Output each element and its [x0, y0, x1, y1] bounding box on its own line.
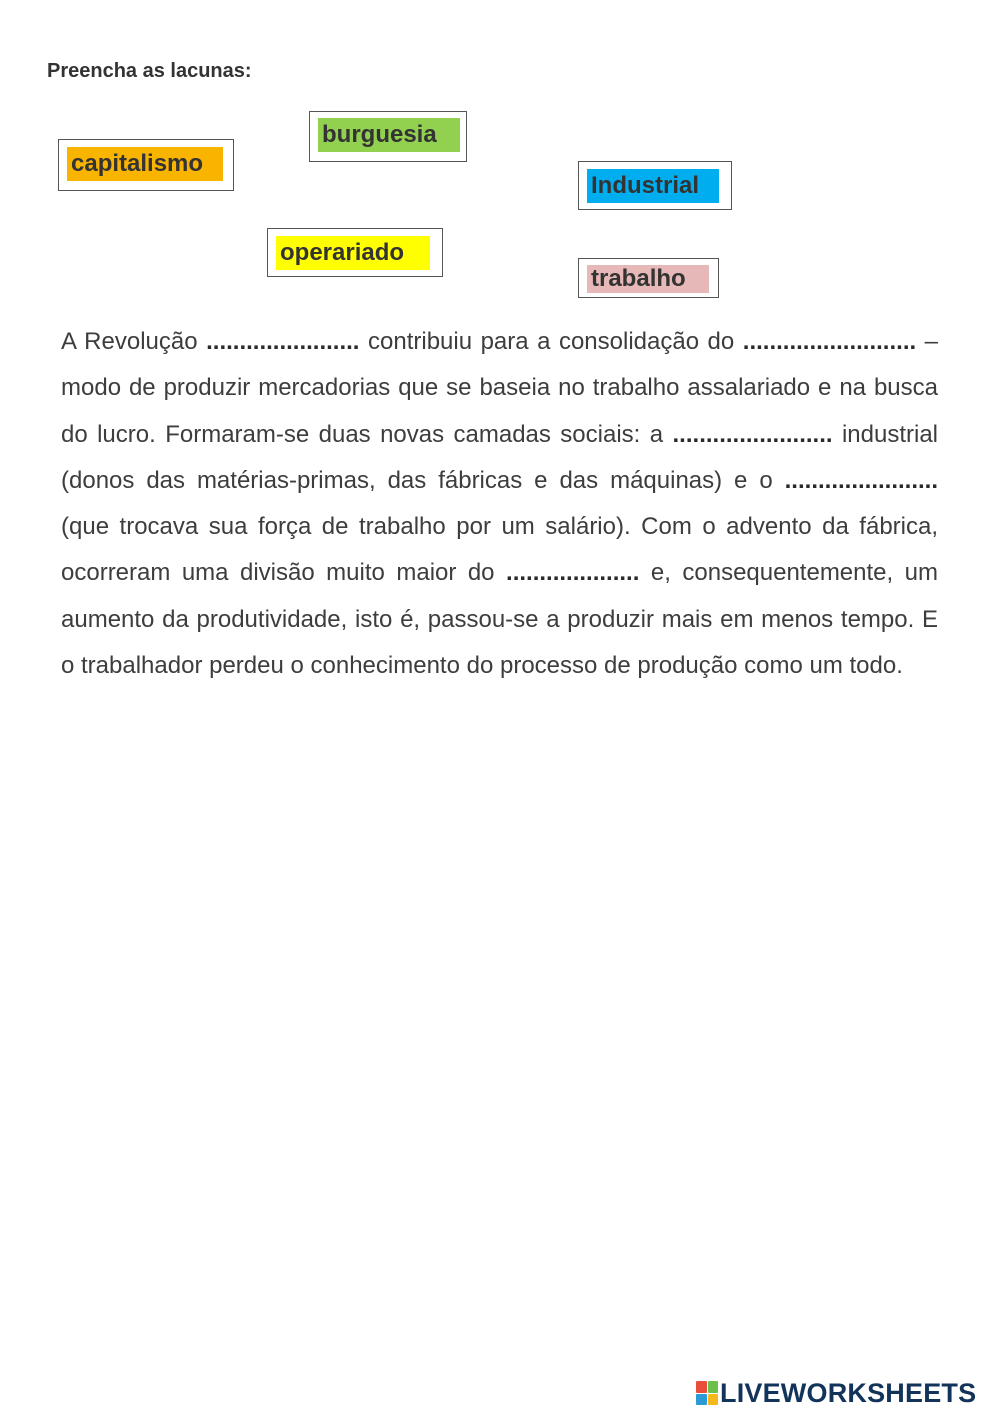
- passage-text: – modo de produzir mercadorias que se baseia no trabalho assalariado e na busca do lucro. Formaram-se duas novas camadas sociais: a: [61, 328, 939, 448]
- word-chip-operariado[interactable]: operariado: [276, 236, 430, 270]
- word-card-operariado[interactable]: [267, 228, 443, 277]
- blank-3[interactable]: ........................: [672, 420, 833, 448]
- liveworksheets-logo-icon: [696, 1381, 718, 1405]
- blank-2[interactable]: ..........................: [742, 328, 917, 355]
- word-chip-capitalismo[interactable]: capitalismo: [67, 147, 223, 181]
- logo-square: [708, 1394, 719, 1406]
- logo-text: LIVEWORKSHEETS: [720, 1377, 977, 1408]
- word-card-trabalho[interactable]: [578, 258, 719, 298]
- passage-text: industrial (donos das matérias-primas, das fábricas e das máquinas) e o: [61, 420, 939, 494]
- word-chip-trabalho[interactable]: trabalho: [587, 265, 709, 293]
- liveworksheets-logo[interactable]: [696, 1378, 976, 1408]
- passage-text: contribuiu para a consolidação do: [368, 328, 735, 355]
- blank-5[interactable]: ....................: [506, 559, 640, 587]
- logo-square: [696, 1381, 707, 1393]
- word-chip-industrial[interactable]: Industrial: [587, 169, 719, 203]
- blank-1[interactable]: .......................: [206, 328, 360, 355]
- passage-text: e, consequentemente, um aumento da produtividade, isto é, passou-se a produzir mais em menos tempo. E o trabalhador perdeu o conhecimento do processo de produção como um todo.: [61, 559, 939, 680]
- word-card-capitalismo[interactable]: [58, 139, 234, 191]
- blank-4[interactable]: .......................: [784, 466, 939, 494]
- logo-square: [696, 1394, 707, 1406]
- word-card-industrial[interactable]: [578, 161, 732, 210]
- passage-text: A Revolução: [61, 328, 198, 355]
- word-chip-burguesia[interactable]: burguesia: [318, 118, 460, 152]
- fill-in-passage: [61, 319, 938, 689]
- word-card-burguesia[interactable]: [309, 111, 467, 162]
- instruction-heading: Preencha as lacunas:: [47, 60, 252, 82]
- passage-text: (que trocava sua força de trabalho por um salário). Com o advento da fábrica, ocorreram uma divisão muito maior do: [61, 513, 938, 587]
- logo-square: [708, 1381, 719, 1393]
